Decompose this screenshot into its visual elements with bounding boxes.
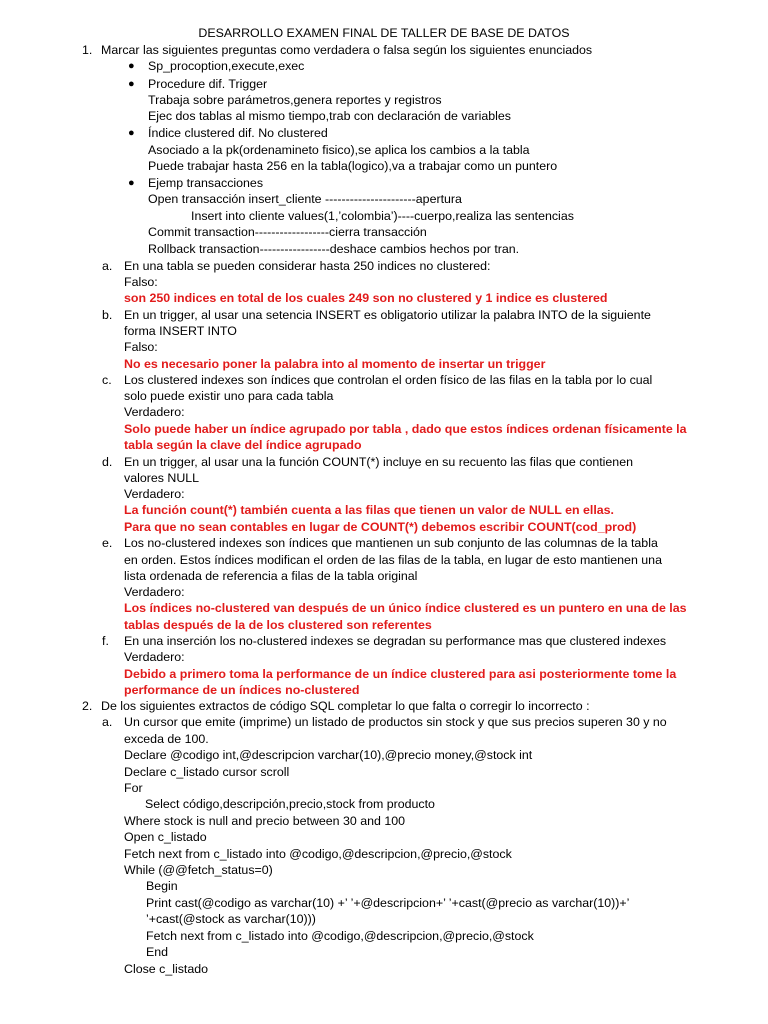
code-line: For — [124, 781, 143, 795]
item-d-answer: La función count(*) también cuenta a las filas que tienen un valor de NULL en ellas. — [124, 503, 614, 517]
page-title: DESARROLLO EXAMEN FINAL DE TALLER DE BASE DE DATOS — [198, 26, 570, 40]
note-line: Asociado a la pk(ordenamineto fisico),se aplica los cambios a la tabla — [148, 143, 530, 157]
code-line: While (@@fetch_status=0) — [124, 863, 273, 877]
note-line: Open transacción insert_cliente ----------------------apertura — [148, 192, 462, 206]
item-d-question: valores NULL — [124, 471, 200, 485]
item-a-question: En una tabla se pueden considerar hasta 250 indices no clustered: — [124, 259, 491, 273]
code-line: End — [146, 945, 169, 959]
q2-text: De los siguientes extractos de código SQL completar lo que falta o corregir lo incorrecto : — [101, 699, 590, 713]
item-e-question: en orden. Estos índices modifican el orden de las filas de la tabla, en lugar de esto mantienen una — [124, 553, 662, 567]
code-line: Where stock is null and precio between 30 and 100 — [124, 814, 406, 828]
item-b-question: En un trigger, al usar una setencia INSERT es obligatorio utilizar la palabra INTO de la siguiente — [124, 308, 651, 322]
bullet-icon: ● — [128, 127, 135, 139]
code-line: Declare c_listado cursor scroll — [124, 765, 290, 779]
code-line: Print cast(@codigo as varchar(10) +’ ’+@descripcion+’ ’+cast(@precio as varchar(10))+’ — [146, 896, 630, 910]
item-e-letter: e. — [102, 536, 113, 550]
item-b-answer: No es necesario poner la palabra into al momento de insertar un trigger — [124, 357, 546, 371]
item-b-question: forma INSERT INTO — [124, 324, 237, 338]
q2-number: 2. — [82, 699, 93, 713]
item-a-verdict: Falso: — [124, 275, 158, 289]
item-e-verdict: Verdadero: — [124, 585, 185, 599]
item-c-answer: tabla según la clave del índice agrupado — [124, 438, 362, 452]
item-f-question: En una inserción los no-clustered indexes se degradan su performance mas que clustered indexes — [124, 634, 667, 648]
item-d-answer: Para que no sean contables en lugar de COUNT(*) debemos escribir COUNT(cod_prod) — [124, 520, 637, 534]
item-e-answer: tablas después de la de los clustered son referentes — [124, 618, 432, 632]
note-line: Rollback transaction-----------------deshace cambios hechos por tran. — [148, 242, 520, 256]
item-d-question: En un trigger, al usar una la función COUNT(*) incluye en su recuento las filas que contienen — [124, 455, 633, 469]
code-line: Declare @codigo int,@descripcion varchar(10),@precio money,@stock int — [124, 748, 533, 762]
q2-item-a-letter: a. — [102, 715, 113, 729]
item-c-question: solo puede existir uno para cada tabla — [124, 389, 334, 403]
note-line: Procedure dif. Trigger — [148, 77, 268, 91]
code-line: Open c_listado — [124, 830, 207, 844]
item-e-question: Los no-clustered indexes son índices que mantienen un sub conjunto de las columnas de la tabla — [124, 536, 658, 550]
note-line: Insert into cliente values(1,’colombia’)----cuerpo,realiza las sentencias — [191, 209, 574, 223]
item-c-answer: Solo puede haber un índice agrupado por tabla , dado que estos índices ordenan físicamente la — [124, 422, 687, 436]
code-line: Close c_listado — [124, 962, 209, 976]
code-line: Fetch next from c_listado into @codigo,@descripcion,@precio,@stock — [146, 929, 534, 943]
bullet-icon: ● — [128, 177, 135, 189]
item-c-verdict: Verdadero: — [124, 405, 185, 419]
item-d-letter: d. — [102, 455, 113, 469]
item-a-letter: a. — [102, 259, 113, 273]
item-a-answer: son 250 indices en total de los cuales 249 son no clustered y 1 indice es clustered — [124, 291, 608, 305]
item-b-verdict: Falso: — [124, 340, 158, 354]
item-f-answer: Debido a primero toma la performance de un índice clustered para asi posteriormente tome la — [124, 667, 677, 681]
q1-number: 1. — [82, 43, 93, 57]
item-f-verdict: Verdadero: — [124, 650, 185, 664]
note-line: Índice clustered dif. No clustered — [148, 126, 328, 140]
q2-item-a-question: exceda de 100. — [124, 732, 209, 746]
item-e-question: lista ordenada de referencia a filas de la tabla original — [124, 569, 418, 583]
item-f-letter: f. — [102, 634, 109, 648]
code-line: Select código,descripción,precio,stock from producto — [145, 797, 435, 811]
note-line: Trabaja sobre parámetros,genera reportes y registros — [148, 93, 442, 107]
q2-item-a-question: Un cursor que emite (imprime) un listado de productos sin stock y que sus precios superen 30 y no — [124, 715, 667, 729]
note-line: Sp_procoption,execute,exec — [148, 59, 305, 73]
item-f-answer: performance de un índices no-clustered — [124, 683, 360, 697]
code-line: Begin — [146, 879, 178, 893]
item-e-answer: Los índices no-clustered van después de un único índice clustered es un puntero en una de las — [124, 601, 687, 615]
note-line: Ejec dos tablas al mismo tiempo,trab con declaración de variables — [148, 109, 511, 123]
bullet-icon: ● — [128, 60, 135, 72]
code-line: ’+cast(@stock as varchar(10))) — [146, 912, 316, 926]
item-d-verdict: Verdadero: — [124, 487, 185, 501]
note-line: Commit transaction------------------cierra transacción — [148, 225, 427, 239]
note-line: Ejemp transacciones — [148, 176, 264, 190]
item-c-letter: c. — [102, 373, 112, 387]
note-line: Puede trabajar hasta 256 en la tabla(logico),va a trabajar como un puntero — [148, 159, 558, 173]
q1-text: Marcar las siguientes preguntas como verdadera o falsa según los siguientes enunciados — [101, 43, 593, 57]
bullet-icon: ● — [128, 78, 135, 90]
item-c-question: Los clustered indexes son índices que controlan el orden físico de las filas en la tabla por lo cual — [124, 373, 653, 387]
item-b-letter: b. — [102, 308, 113, 322]
code-line: Fetch next from c_listado into @codigo,@descripcion,@precio,@stock — [124, 847, 512, 861]
